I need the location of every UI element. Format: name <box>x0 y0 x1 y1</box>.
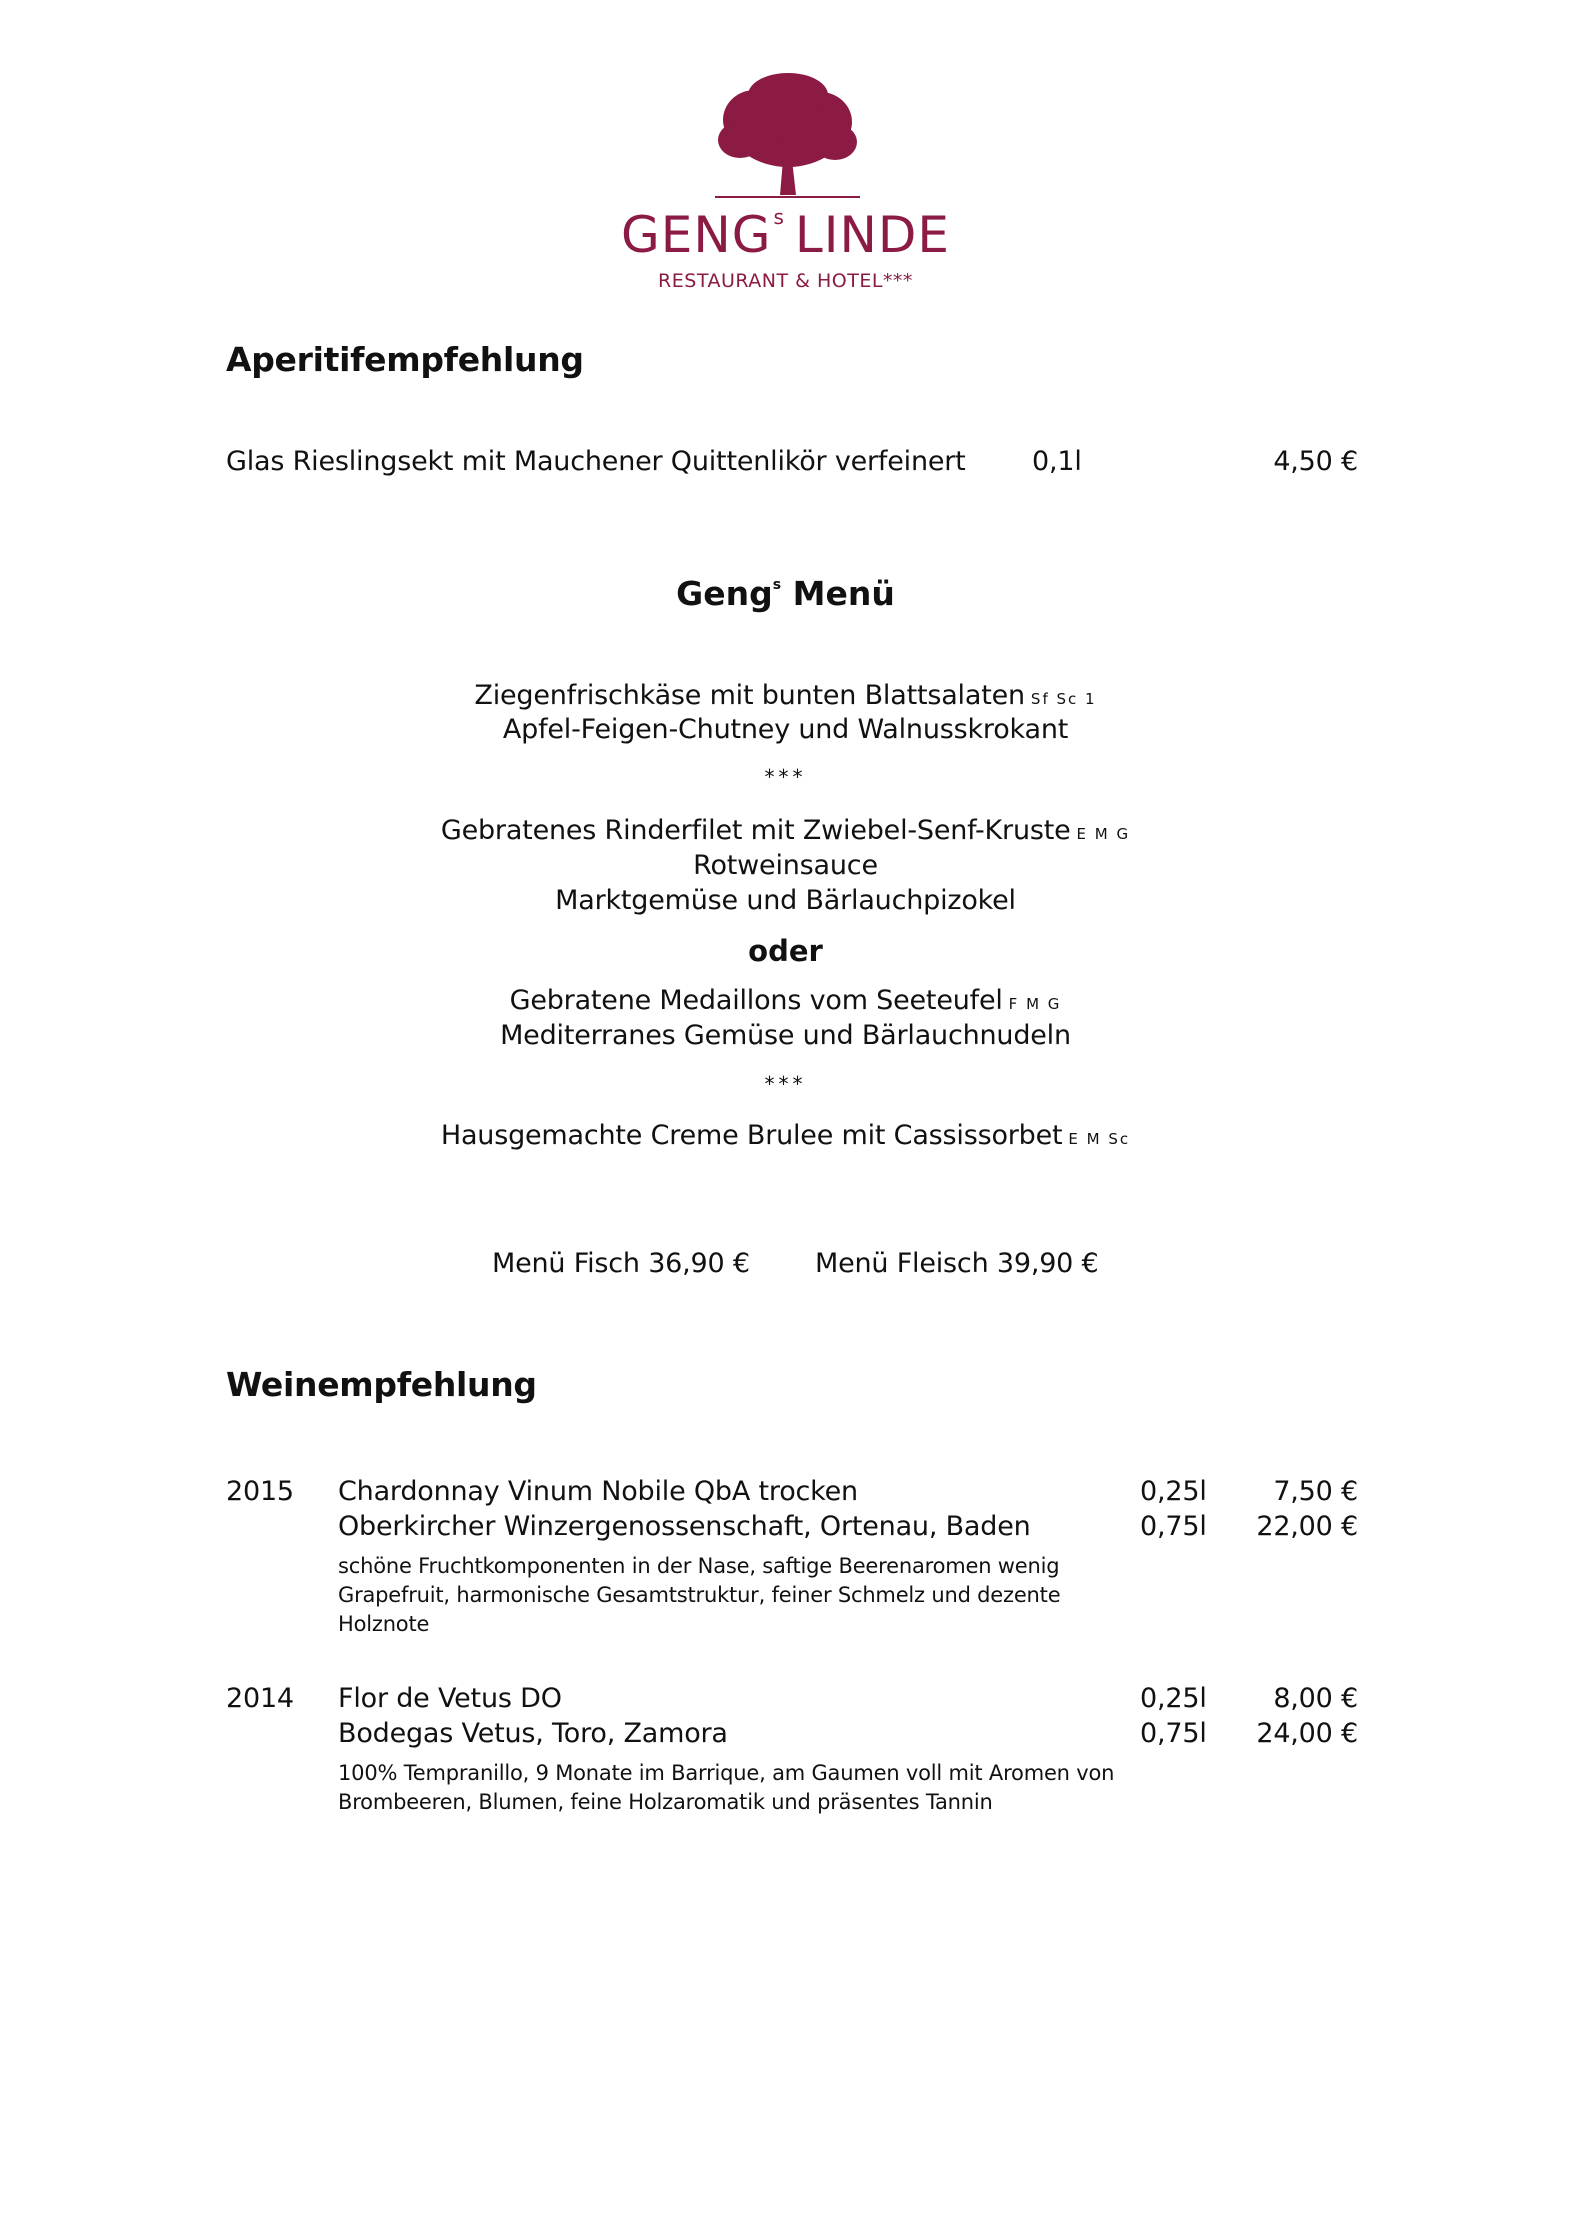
aperitif-item-name: Glas Rieslingsekt mit Mauchener Quittenlikör verfeinert <box>226 446 966 477</box>
wine-price: 7,50 € <box>1273 1476 1358 1507</box>
allergen-codes: E M G <box>1076 825 1131 843</box>
menu-main1-line3: Marktgemüse und Bärlauchpizokel <box>555 885 1016 916</box>
allergen-codes: Sf Sc 1 <box>1030 690 1097 708</box>
wine-price: 22,00 € <box>1256 1511 1358 1542</box>
wine-heading: Weinempfehlung <box>226 1365 537 1404</box>
allergen-codes: F M G <box>1008 995 1062 1013</box>
logo-name: GENG $^s$ LINDE <box>620 205 950 264</box>
logo-subtitle: RESTAURANT & HOTEL*** <box>658 270 913 292</box>
menu-main1-line2: Rotweinsauce <box>693 850 878 881</box>
aperitif-item-volume: 0,1l <box>1032 446 1082 477</box>
menu-starter-line1: Ziegenfrischkäse mit bunten Blattsalaten Sf Sc 1 <box>474 680 1097 711</box>
wine-year: 2014 <box>226 1683 294 1714</box>
wine-name: Chardonnay Vinum Nobile QbA trocken <box>338 1476 858 1507</box>
menu-starter-line2: Apfel-Feigen-Chutney und Walnusskrokant <box>502 714 1069 745</box>
wine-volume: 0,25l <box>1140 1683 1207 1714</box>
aperitif-heading: Aperitifempfehlung <box>226 340 584 379</box>
wine-volume: 0,75l <box>1140 1718 1207 1749</box>
wine-price: 24,00 € <box>1256 1718 1358 1749</box>
wine-name: Flor de Vetus DO <box>338 1683 562 1714</box>
logo-tree-icon <box>710 70 865 205</box>
menu-oder: oder <box>748 934 823 968</box>
wine-volume: 0,25l <box>1140 1476 1207 1507</box>
wine-volume: 0,75l <box>1140 1511 1207 1542</box>
wine-price: 8,00 € <box>1273 1683 1358 1714</box>
menu-main2-line2: Mediterranes Gemüse und Bärlauchnudeln <box>500 1020 1071 1051</box>
wine-producer: Oberkircher Winzergenossenschaft, Ortenau, Baden <box>338 1511 1031 1542</box>
wine-year: 2015 <box>226 1476 294 1507</box>
wine-description: 100% Tempranillo, 9 Monate im Barrique, am Gaumen voll mit Aromen von Brombeeren, Blumen, feine Holzaromatik und präsentes Tannin <box>338 1761 1115 1814</box>
menu-price-fisch: Menü Fisch 36,90 € <box>492 1248 750 1279</box>
allergen-codes: E M Sc <box>1068 1130 1131 1148</box>
wine-producer: Bodegas Vetus, Toro, Zamora <box>338 1718 728 1749</box>
course-separator: *** <box>764 1072 807 1096</box>
course-separator: *** <box>764 765 807 789</box>
menu-dessert-line1: Hausgemachte Creme Brulee mit Cassissorbet E M Sc <box>440 1120 1131 1151</box>
menu-main2-line1: Gebratene Medaillons vom Seeteufel F M G <box>509 985 1062 1016</box>
menu-price-fleisch: Menü Fleisch 39,90 € <box>815 1248 1099 1279</box>
menu-main1-line1: Gebratenes Rinderfilet mit Zwiebel-Senf-Kruste E M G <box>440 815 1131 846</box>
wine-description: schöne Fruchtkomponenten in der Nase, saftige Beerenaromen wenig Grapefruit, harmonische Gesamtstruktur, feiner Schmelz und dezente Holznote <box>338 1554 1061 1636</box>
menu-title: Geng$^s$ Menü <box>676 574 895 613</box>
aperitif-item-price: 4,50 € <box>1273 446 1358 477</box>
